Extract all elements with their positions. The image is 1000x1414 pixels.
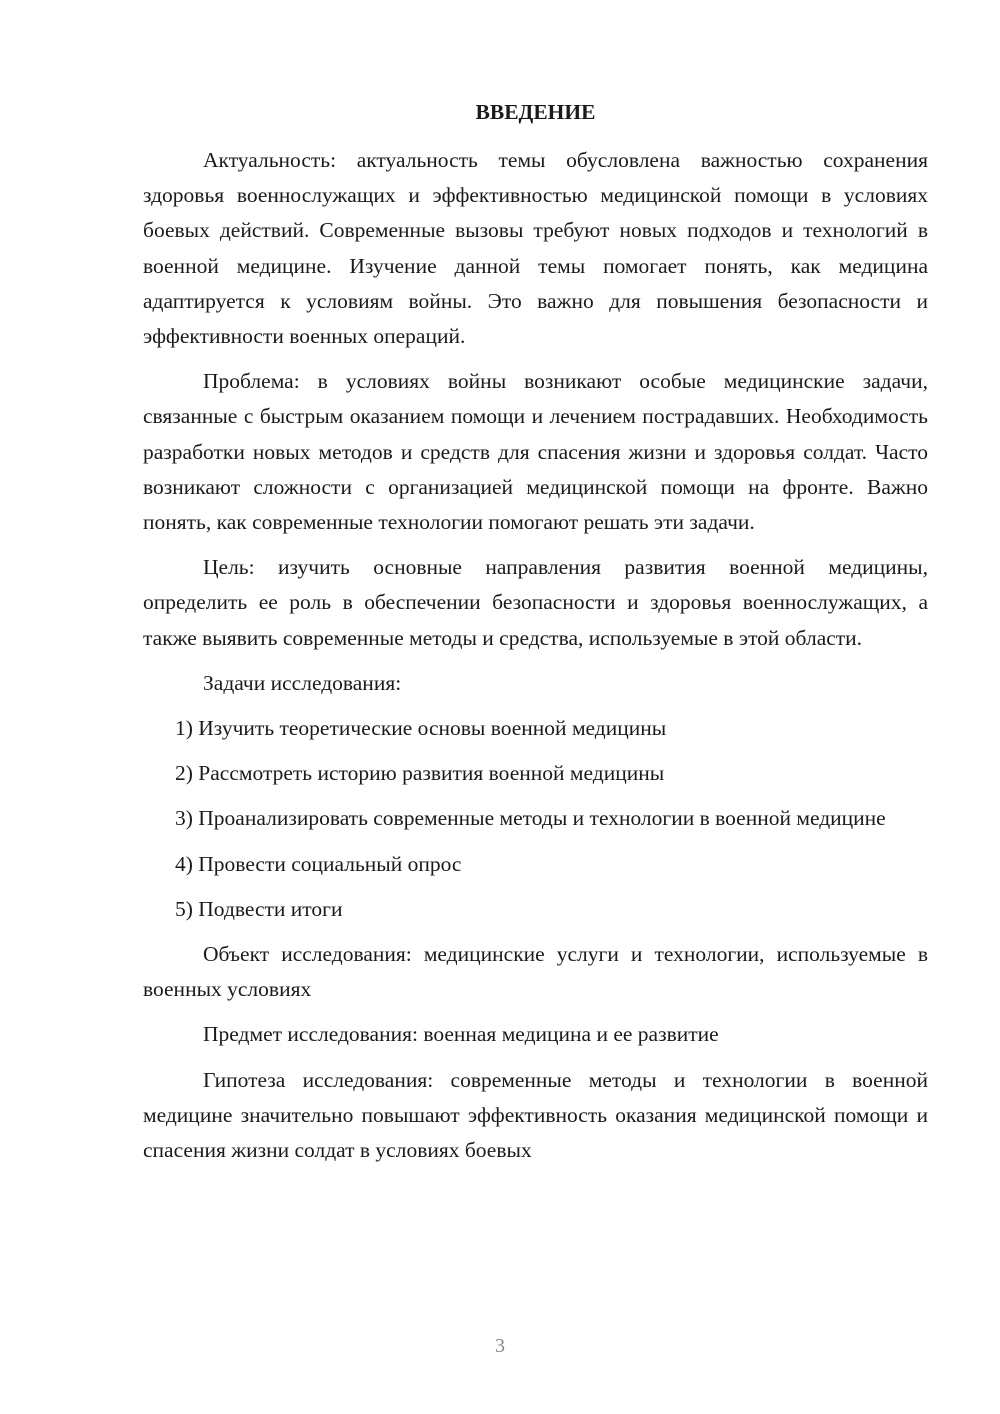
document-page [143,95,928,1178]
task-item-3: 3) Проанализировать современные методы и технологии в военной медицине [175,806,886,831]
tasks-heading: Задачи исследования: [203,670,402,695]
page-number: 3 [495,1335,505,1357]
task-item-1: 1) Изучить теоретические основы военной медицины [175,716,667,741]
problem-paragraph: Проблема: в условиях войны возникают особые медицинские задачи, связанные с быстрым оказанием помощи и лечением пострадавших. Необходимость разработки новых методов и средств для спасения жизни и здоровья солдат. Часто возникают сложности с организацией медицинской помощи на фронте. Важно понять, как современные технологии помогают решать эти задачи. [143,369,928,535]
relevance-paragraph: Актуальность: актуальность темы обусловлена важностью сохранения здоровья военнослужащих и эффективностью медицинской помощи в условиях боевых действий. Современные вызовы требуют новых подходов и технологий в военной медицине. Изучение данной темы помогает понять, как медицина адаптируется к условиям войны. Это важно для повышения безопасности и эффективности военных операций. [143,148,928,349]
hypothesis-paragraph: Гипотеза исследования: современные методы и технологии в военной медицине значительно повышают эффективность оказания медицинской помощи и спасения жизни солдат в условиях боевых [143,1067,928,1163]
task-item-2: 2) Рассмотреть историю развития военной медицины [175,761,665,786]
section-title: ВВЕДЕНИЕ [475,100,596,124]
object-paragraph: Объект исследования: медицинские услуги и технологии, используемые в военных условиях [143,942,928,1002]
subject-paragraph: Предмет исследования: военная медицина и ее развитие [203,1022,719,1047]
task-item-4: 4) Провести социальный опрос [175,851,462,876]
goal-paragraph: Цель: изучить основные направления развития военной медицины, определить ее роль в обеспечении безопасности и здоровья военнослужащих, а также выявить современные методы и средства, используемые в этой области. [143,555,928,650]
task-item-5: 5) Подвести итоги [175,896,343,921]
